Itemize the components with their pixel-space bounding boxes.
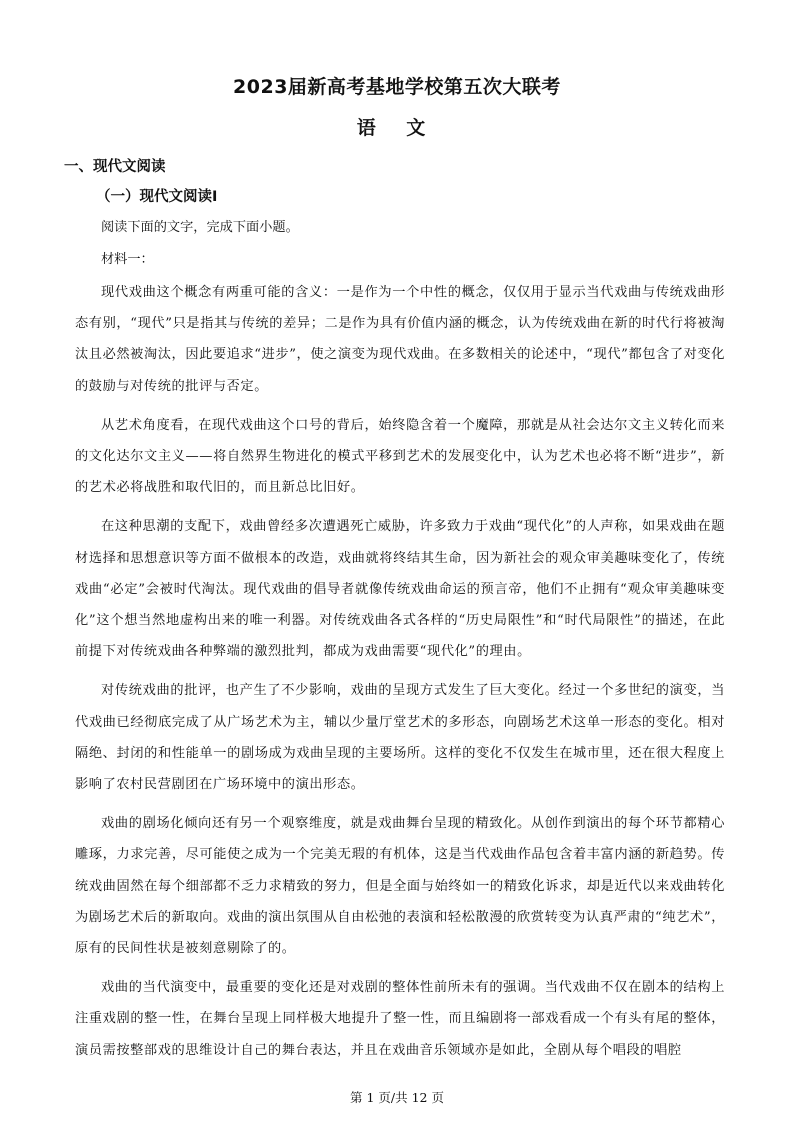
passage-paragraph: 戏曲的当代演变中，最重要的变化还是对戏剧的整体性前所未有的强调。当代戏曲不仅在剧本的结构上注重戏剧的整一性，在舞台呈现上同样极大地提升了整一性，而且编剧将一部戏看成一个有头有尾的整体，演员需按整部戏的思维设计自己的舞台表达，并且在戏曲音乐领域亦是如此，全剧从每个唱段的唱腔 bbox=[75, 980, 725, 1058]
material-label: 材料一： bbox=[101, 252, 154, 267]
reading-instructions: 阅读下面的文字，完成下面小题。 bbox=[101, 220, 299, 235]
section-heading: 一、现代文阅读 bbox=[64, 159, 166, 175]
passage-paragraph: 现代戏曲这个概念有两重可能的含义：一是作为一个中性的概念，仅仅用于显示当代戏曲与传统戏曲形态有别，“现代”只是指其与传统的差异；二是作为具有价值内涵的概念，认为传统戏曲在新的时代行将被淘汰且必然被淘汰，因此要追求“进步”，使之演变为现代戏曲。在多数相关的论述中，“现代”都包含了对变化的鼓励与对传统的批评与否定。 bbox=[75, 285, 725, 394]
passage-body bbox=[75, 277, 725, 1074]
subsection-heading: （一）现代文阅读Ⅰ bbox=[96, 189, 218, 205]
passage-paragraph: 对传统戏曲的批评，也产生了不少影响，戏曲的呈现方式发生了巨大变化。经过一个多世纪的演变，当代戏曲已经彻底完成了从广场艺术为主，辅以少量厅堂艺术的多形态，向剧场艺术这单一形态的变化。相对隔绝、封闭的和性能单一的剧场成为戏曲呈现的主要场所。这样的变化不仅发生在城市里，还在很大程度上影响了农村民营剧团在广场环境中的演出形态。 bbox=[75, 683, 725, 793]
subject-title: 语 文 bbox=[356, 117, 438, 139]
passage-paragraph: 在这种思潮的支配下，戏曲曾经多次遭遇死亡威胁，许多致力于戏曲“现代化”的人声称，如果戏曲在题材选择和思想意识等方面不做根本的改造，戏曲就将终结其生命，因为新社会的观众审美趣味变化了，传统戏曲“必定”会被时代淘汰。现代戏曲的倡导者就像传统戏曲命运的预言帝，他们不止拥有“观众审美趣味变化”这个想当然地虚构出来的唯一利器。对传统戏曲各式各样的“历史局限性”和“时代局限性”的描述，在此前提下对传统戏曲各种弊端的激烈批判，都成为戏曲需要“现代化”的理由。 bbox=[75, 519, 725, 660]
passage-paragraph: 从艺术角度看，在现代戏曲这个口号的背后，始终隐含着一个魔障，那就是从社会达尔文主义转化而来的文化达尔文主义——将自然界生物进化的模式平移到艺术的发展变化中，认为艺术也必将不断“进步”，新的艺术必将战胜和取代旧的，而且新总比旧好。 bbox=[75, 417, 725, 496]
page-footer: 第 1 页/共 12 页 bbox=[350, 1090, 444, 1105]
passage-paragraph: 戏曲的剧场化倾向还有另一个观察维度，就是戏曲舞台呈现的精致化。从创作到演出的每个环节都精心雕琢，力求完善，尽可能使之成为一个完美无瑕的有机体，这是当代戏曲作品包含着丰富内涵的新趋势。传统戏曲固然在每个细部都不乏力求精致的努力，但是全面与始终如一的精致化诉求，却是近代以来戏曲转化为剧场艺术后的新取向。戏曲的演出氛围从自由松弛的表演和轻松散漫的欣赏转变为认真严肃的“纯艺术”，原有的民间性状是被刻意剔除了的。 bbox=[75, 816, 725, 957]
exam-title: 2023届新高考基地学校第五次大联考 bbox=[233, 76, 561, 98]
